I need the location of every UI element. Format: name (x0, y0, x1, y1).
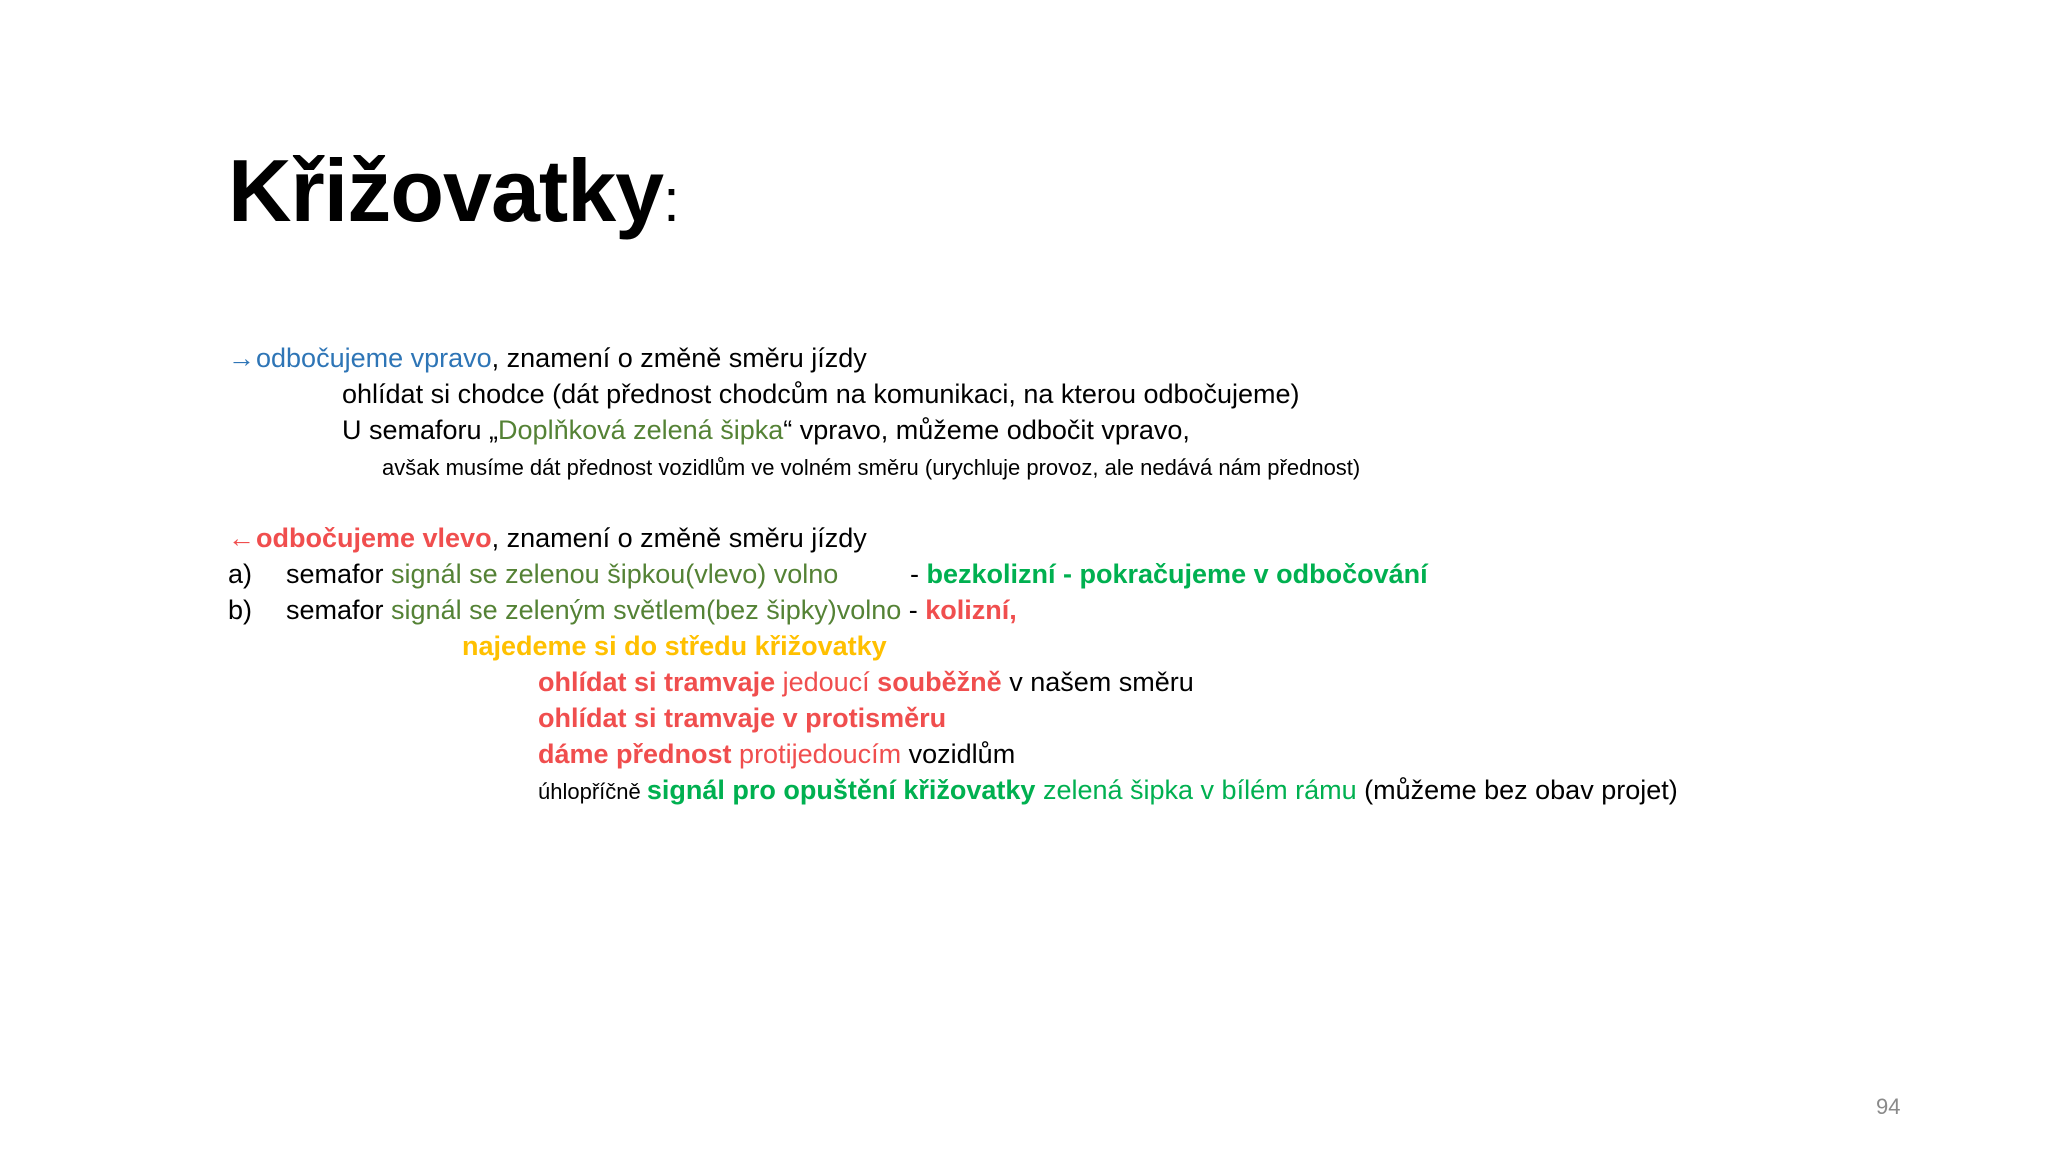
step5-c: zelená šipka v bílém rámu (1035, 775, 1357, 805)
a-result: bezkolizní - pokračujeme v odbočování (926, 559, 1428, 589)
a-signal: signál se zelenou šipkou(vlevo) volno (391, 559, 839, 589)
list-item-a-result (910, 556, 1428, 592)
step2-b: jedoucí (775, 667, 878, 697)
right-turn-semaphore (342, 412, 1190, 448)
step-center (462, 628, 887, 664)
step-exit-signal (538, 772, 1678, 810)
list-label-a: a) (228, 559, 253, 589)
right-line3-c: “ vpravo, můžeme odbočit vpravo, (783, 415, 1190, 445)
step2-a: ohlídat si tramvaje (538, 667, 776, 697)
b-result: kolizní, (925, 595, 1017, 625)
arrow-right-icon: → (228, 343, 255, 373)
step-trams-opposite (538, 700, 946, 736)
step5-a: úhlopříčně (538, 779, 647, 804)
right-line4: avšak musíme dát přednost vozidlům ve volném směru (urychluje provoz, ale nedává nám přednost) (382, 455, 1361, 480)
a-dash: - (910, 559, 927, 589)
right-turn-heading (228, 340, 867, 376)
title-text: Křižovatky (228, 141, 664, 240)
step5-b: signál pro opuštění křižovatky (646, 775, 1036, 805)
a-text: semafor (286, 559, 392, 589)
step5-d: (můžeme bez obav projet) (1356, 775, 1678, 805)
step-trams-same (538, 664, 1194, 700)
title-colon: : (663, 167, 679, 234)
page-number: 94 (1876, 1094, 1901, 1119)
list-item-b (228, 592, 1017, 628)
left-turn-title: odbočujeme vlevo (256, 523, 492, 553)
right-turn-title: odbočujeme vpravo (256, 343, 492, 373)
right-turn-title-rest: , znamení o změně směru jízdy (491, 343, 867, 373)
step4-c: vozidlům (901, 739, 1016, 769)
right-turn-pedestrians (342, 376, 1300, 412)
step2-c: souběžně (877, 667, 1002, 697)
right-line3-a: U semaforu „ (342, 415, 499, 445)
left-turn-title-rest: , znamení o změně směru jízdy (491, 523, 867, 553)
step2-d: v našem směru (1001, 667, 1194, 697)
right-line3-arrow-signal: Doplňková zelená šipka (498, 415, 784, 445)
step4-a: dáme přednost (538, 739, 732, 769)
page-title (228, 140, 679, 242)
b-dash: - (901, 595, 926, 625)
right-turn-note (382, 450, 1360, 486)
step1: najedeme si do středu křižovatky (462, 631, 887, 661)
step4-b: protijedoucím (731, 739, 902, 769)
b-signal: signál se zeleným světlem(bez šipky)volno (391, 595, 902, 625)
b-text: semafor (286, 595, 392, 625)
arrow-left-icon: ← (228, 523, 255, 553)
list-label-b: b) (228, 595, 253, 625)
list-item-a (228, 556, 838, 592)
step3: ohlídat si tramvaje v protisměru (538, 703, 947, 733)
right-line2: ohlídat si chodce (dát přednost chodcům na komunikaci, na kterou odbočujeme) (342, 379, 1300, 409)
step-priority (538, 736, 1015, 772)
left-turn-heading (228, 520, 867, 556)
